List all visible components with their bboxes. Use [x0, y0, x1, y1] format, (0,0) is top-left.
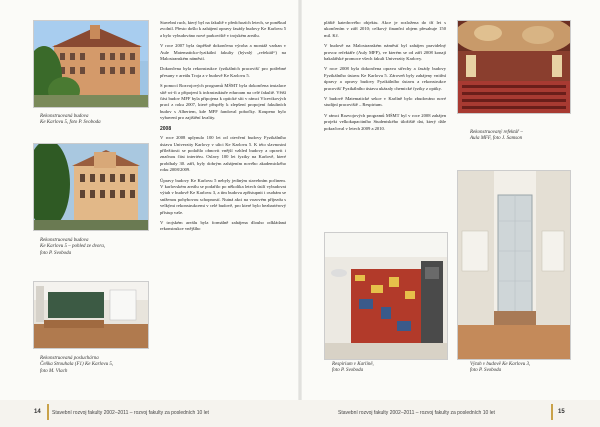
section-heading: 2008	[160, 125, 172, 132]
caption-line: foto P. Svoboda	[470, 368, 502, 374]
footer-accent-bar	[551, 404, 553, 420]
caption-line: Výtah v budově Ke Karlovu 3,	[470, 362, 531, 367]
caption-line: Rekonstruovaná budova	[40, 238, 89, 243]
caption-respirium	[332, 362, 437, 375]
paragraph: Dokončena byla rekonstrukce fyzikálních pracovišť pro potřebné přesuny v areálu Troja a v budově Ke Karlovu 5.	[160, 66, 286, 78]
footer-text: Stavební rozvoj fakulty 2002–2011 – rozvoj fakulty za posledních 10 let	[52, 410, 209, 416]
caption-elevator	[470, 362, 575, 375]
paragraph: V roce 2008 byla dokončena oprava střechy a fasády budovy Fyzikálního ústavu Ke Karlovu 5. Zároveň byly zahájeny vnitřní úpravy a opravy budovy Fyzikálního ústavu a rekonstrukce pracovišť Fyzikálního ústavu ukázaly chemické fyziky z optiky.	[324, 66, 446, 91]
photo-building-exterior	[33, 20, 149, 108]
paragraph: S pomocí Rozvojových programů MŠMT byla dokončena instalace sítě wi-fi a připojení k infrastruktuře eduroam na celé fakultě. Větší část budov MFF byla připojena k optické síti v rámci Vícevikových prací z roku 2007, které přispěly k zlepšení propojení fakultních budov s Albertem, kde MFF fandoval pobočky. Koupeno bylo vybavení pro zajištění kvality.	[160, 83, 286, 121]
photo-respirium	[324, 232, 448, 360]
paragraph: V roce 2007 byla úspěšně dokončena výroba a montáž varhan v Aule Matematicko-fyzikální fakulty (bývalý „refektář“) na Malostranském náměstí.	[160, 43, 286, 62]
paragraph: V budově na Malostranském náměstí byl zahájen pravidelný provoz refektáře (Auly MFF), ve kterém se od září 2008 konají bakalářské promoce všech fakult Univerzity Karlovy.	[324, 43, 446, 62]
photo-lecture-hall	[33, 281, 149, 349]
caption-line: foto P. Svoboda	[40, 250, 72, 256]
page-number: 14	[34, 409, 41, 415]
caption-line: Ke Karlovu 5, foto P. Svoboda	[40, 120, 101, 126]
paragraph: V budově Matematické sekce v Karlíně bylo zbudováno nové studijní pracoviště – Respirium.	[324, 96, 446, 108]
footer-accent-bar	[47, 404, 49, 420]
caption-line: Rekonstruovaná budova	[40, 114, 89, 119]
caption-line: Respirium v Karlíně,	[332, 362, 374, 367]
caption-building-courtyard	[40, 238, 145, 257]
caption-building-exterior	[40, 114, 145, 127]
paragraph: Úpravy budovy Ke Karlovu 5 nebyly jediným stavebním počinem. V karlovském areálu se podařilo po několika letech úsilí vybudovat výtah v budově Ke Karlovu 3, a tím budovu zpřístupnit i osobám se sníženou pohybovou schopností. Nutná akci na vozovém příjezdu s velkými rekonstrukcemi v celé budově, pro které bylo bezbariérový přístup vaše.	[160, 177, 286, 215]
book-gutter	[298, 0, 302, 400]
right-footer	[300, 400, 600, 427]
caption-line: Čeňka Strouhala (F1) Ke Karlovu 5,	[40, 362, 114, 368]
paragraph: pláště katedrového objektu. Akce je rozložena do tří let s ukončením v září 2010; celkový finanční objem přesahuje 150 mil. Kč.	[324, 20, 446, 38]
paragraph: Stavební ruch, který byl na fakultě v předchozích letech, se poněkud zvolnil. Přesto došlo k zahájení opravy fasády budovy Ke Karlovu 5 a bylo vybudováno nové parkoviště v trojském areálu.	[160, 20, 286, 38]
left-footer	[0, 400, 300, 427]
photo-elevator	[457, 170, 571, 360]
caption-line: Rekonstruovaná posluchárna	[40, 356, 99, 361]
photo-building-courtyard	[33, 143, 149, 231]
caption-line: foto M. Vlach	[40, 368, 68, 374]
page-number: 15	[558, 409, 565, 415]
photo-refectory-aula	[457, 20, 571, 114]
caption-refectory	[470, 130, 575, 143]
left-text-column	[160, 20, 286, 237]
paragraph: V roce 2008 uplynulo 100 let od otevření budovy Fyzikálního ústavu Univerzity Karlovy v ulici Ke Karlovu 5. K této slavnostní příležitosti se podařilo obnovit vnější vzhled budovy a opravit i značnou část interiéru. Oslavy 100 let fyziky na Karlově, které probíhaly 30. září, byly dobrým zahájením nového akademického roku 2008/2009.	[160, 135, 286, 173]
caption-line: Aula MFF, foto J. Samson	[470, 136, 523, 142]
caption-line: Rekonstruovaný refektář –	[470, 130, 523, 135]
right-text-column	[324, 20, 446, 136]
right-page	[300, 0, 600, 427]
caption-lecture-hall	[40, 356, 150, 375]
paragraph: V rámci Rozvojových programů MŠMT byl v roce 2008 zahájen projekt velkokapacitního Studentského úložiště dat, který dále pokračoval v letech 2009 a 2010.	[324, 112, 446, 131]
paragraph: V trojském areálu byla formálně zahájena dlouho odkládaná rekonstrukce vnějšího	[160, 219, 286, 232]
footer-text: Stavební rozvoj fakulty 2002–2011 – rozvoj fakulty za posledních 10 let	[338, 410, 495, 416]
caption-line: foto P. Svoboda	[332, 368, 364, 374]
caption-line: Ke Karlovu 5 – pohled ze dvora,	[40, 244, 106, 250]
